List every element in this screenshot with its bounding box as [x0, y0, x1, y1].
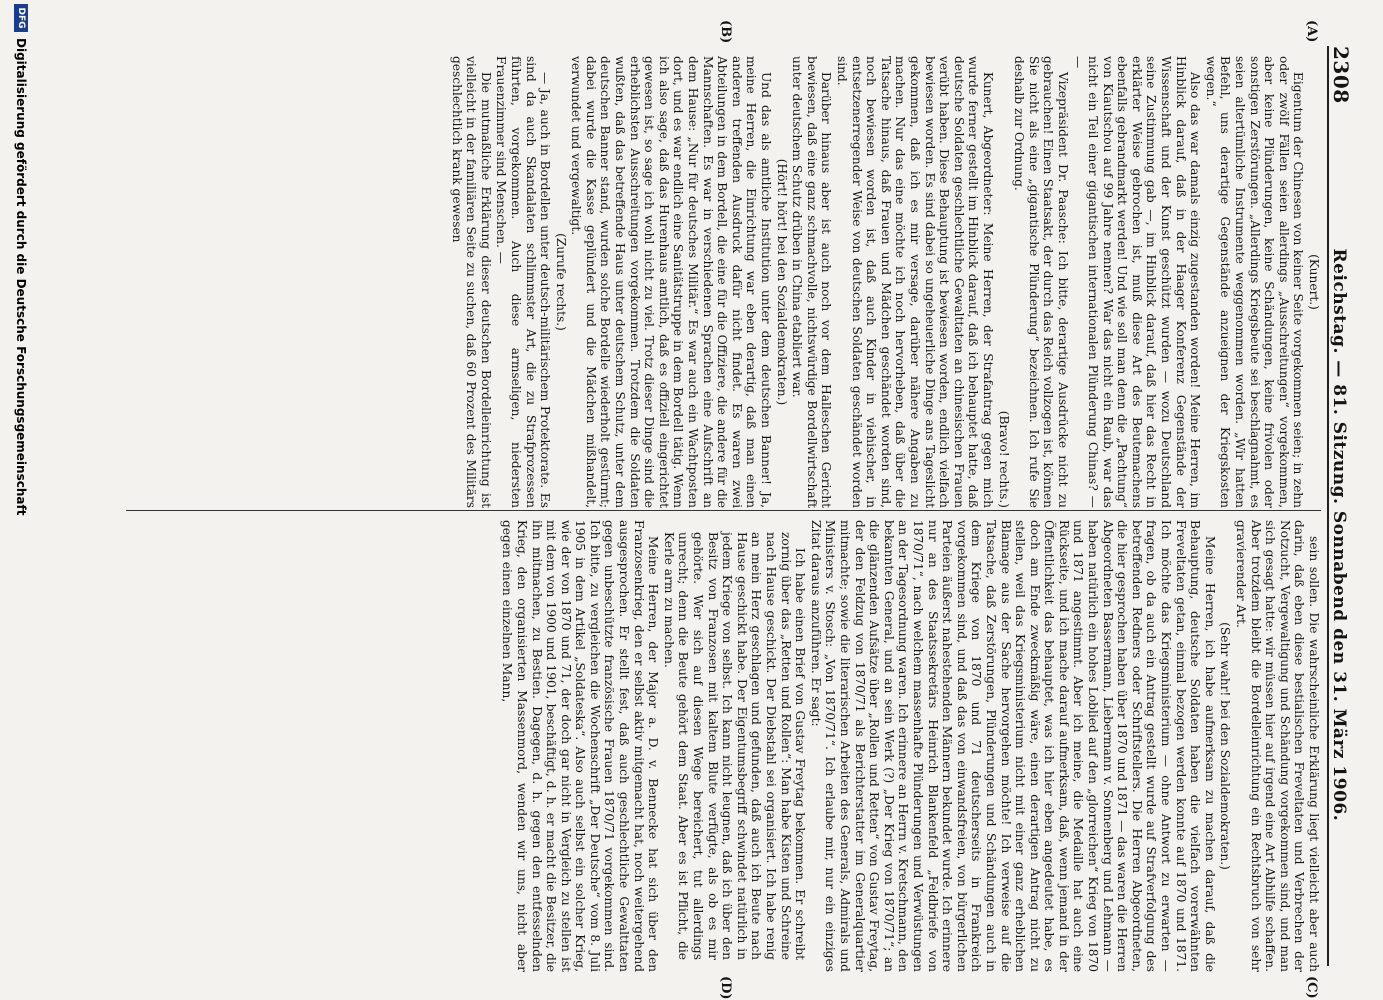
margin-marker-c: (C): [1304, 976, 1319, 999]
interjection: (Zurufe rechts.): [553, 233, 568, 331]
paragraph: Und das als amtliche Institution unter dem deutschen Banner! Ja, meine Herren, die Einrichtung war eben derartig, daß man einen anderen treffenden Ausdruck dafür nicht findet. Es waren zwei Abteilungen in dem Bordell, die eine für die Offiziere, die andere für die Mannschaften. Es war in verschiedenen Sprachen eine Aufschrift an dem Hause: „Nur für deutsches Militär.“ Es war auch ein Wachtposten dort, und es war endlich eine Sanitätstruppe in dem Bordell tätig. Wenn ich also sage, daß das Hurenhaus amtlich, daß es offiziell eingerichtet gewesen ist, so sage ich wohl nicht zu viel. Trotz dieser Dinge sind die erheblichsten Ausschreitungen vorgekommen. Trotzdem die Soldaten wußten, daß das betreffende Haus unter deutschem Schutz, unter dem deutschen Banner stand, wurden solche Bordelle wiederholt gestürmt; dabei wurde die Kasse geplündert und die Mädchen mißhandelt, verwundet und vergewaltigt.: [569, 56, 774, 508]
page-title: Reichstag. — 81. Sitzung. Sonnabend den 31. März 1906.: [1329, 248, 1349, 822]
dfg-logo: DFG: [14, 4, 28, 32]
page-header: [1327, 46, 1357, 966]
page-number: 2308: [1329, 46, 1353, 104]
footer-text: Digitalisierung gefördert durch die Deutsche Forschungsgemeinschaft: [14, 38, 28, 516]
right-column: [126, 520, 1321, 972]
paragraph: — Ja, auch in Bordellen unter deutsch-militärischem Protektorate. Es sind da auch Skandalaten schlimmster Art, die zu Strafprozessen führten, vorgekommen. Auch diese armseligen, niedersten Frauenzimmer sind Menschen. —: [494, 56, 553, 508]
paragraph: Vizepräsident Dr. Paasche: Ich bitte, derartige Ausdrücke nicht zu gebrauchen! Einen Staatsakt, der durch das Reich vollzogen ist, können Sie nicht als eine „gigantische Plünderung“ bezeichnen. Ich rufe Sie deshalb zur Ordnung.: [1012, 56, 1070, 508]
interjection: (Sehr wahr! bei den Sozialdemokraten.): [1218, 622, 1233, 870]
column-divider: [126, 510, 1321, 511]
paragraph: Meine Herren, ich habe aufmerksam zu machen darauf, daß die Behauptung, deutsche Soldaten haben die vielfach vorerwähnten Freveltaten getan, einmal bezogen werden konnte auf 1870 und 1871. Ich möchte das Kriegsministerium — ohne Antwort zu erwarten — fragen, ob da auch ein Antrag gestellt wurde auf Strafverfolgung des betreffenden Redners oder Schriftstellers. Die Herren Abgeordneten, die hier gesprochen haben über 1870 und 1871 — das waren die Herren Abgeordneten Bassermann, Liebermann v. Sonnenberg und Lehmann — haben natürlich ein hohes Loblied auf den „glorreichen“ Krieg von 1870 und 1871 angestimmt. Aber ich meine, die Medaille hat auch eine Rückseite, und ich mache darauf aufmerksam, daß, wenn jemand in der Öffentlichkeit das behauptet, was ich hier eben angedeutet habe, es doch am Ende zweckmäßig wäre, einen derartigen Antrag nicht zu stellen, weil das Kriegsministerium nicht mit einer ganz erheblichen Blamage aus der Sache hervorgehen möchte! Ich verweise auf die Tatsache, daß Zerstörungen, Plünderungen und Schändungen auch in dem Kriege von 1870 und 71 deutscherseits in Frankreich vorgekommen sind, und daß das von einwandsfreien, von bürgerlichen Parteien äußerst nahestehenden Männern bekundet wurde. Ich erinnere nur an des Staatssekretärs Heinrich Blankenfeld „Feldbriefe von 1870/71“, nach welchem massenhafte Plünderungen und Verwüstungen an der Tagesordnung waren. Ich erinnere an Herrn v. Kretschmann, den bekannten General, und an sein Werk (?) „Der Krieg von 1870/71“; an die glänzenden Aufsätze über „Rollen und Retten“ von Gustav Freytag, der den Feldzug von 1870/71 als Berichterstatter im Generalquartier mitmachte; sowie die literarischen Arbeiten des Generals, Admirals und Ministers v. Stosch: „Von 1870/71“. Ich erlaube mir, nur ein einziges Zitat daraus anzuführen. Er sagt:: [808, 520, 1217, 972]
digitization-footer: [11, 0, 31, 1000]
margin-marker-b: (B): [718, 20, 733, 44]
interjection: (Hört! hört! bei den Sozialdemokraten.): [774, 158, 789, 406]
paragraph: Also das war damals einzig zugestanden worden! Meine Herren, im Hinblick darauf, daß in der Haager Konferenz Gegenstände der Wissenschaft und der Kunst geschützt wurden — wozu Deutschland seine Zustimmung gab —, im Hinblick darauf, daß hier das Recht in erklärter Weise gebrochen ist, muß diese Art des Beutemachens ebenfalls gebrandmarkt werden! Und wie soll man denn die „Pachtung“ von Kiautschou auf 99 Jahre nennen? War das nicht ein Raub, war das nicht ein Teil einer gigantischen internationalen Plünderung Chinas? — —: [1071, 56, 1203, 508]
paragraph: Meine Herren, der Major a. D. v. Bennecke hat sich über den Franzosenkrieg, den er selbst aktiv mitgemacht hat, noch weitergehend ausgesprochen. Er stellt fest, daß auch geschlechtliche Gewalttaten gegen unbeschützte französische Frauen 1870/71 vorgekommen sind. Ich bitte, zu vergleichen die Wochenschrift „Der Deutsche“ vom 8. Juli 1905 in dem Artikel „Soldateska“. Also auch selbst ein solcher Krieg, wie der von 1870 und 71, der doch gar nicht in Vergleich zu stellen ist mit dem von 1900 und 1901, beschäftigt, d. h. er macht die Besitzer, die ihn mitmachen, zu Bestien. Dagegen, d. h. gegen den entfesselnden Krieg, den organisierten Massenmord, wenden wir uns, nicht aber gegen einen einzelnen Mann,: [500, 520, 661, 972]
margin-marker-d: (D): [718, 976, 733, 1000]
margin-marker-a: (A): [1304, 20, 1319, 43]
quotation: Ich habe einen Brief von Gustav Freytag bekommen. Er schreibt zornig über das „Retten und Rollen“: Man habe Kisten und Schreine nach Hause geschickt. Der Diebstahl sei organisiert. Ich habe renig an mein Herz geschlagen und gefunden, daß auch ich Beute nach Hause geschickt habe. Der Eigentumsbegriff schwindet natürlich in jedem Kriege von selbst. Ich kann nicht leugnen, daß ich über den Besitz von Franzosen mit kaltem Blute verfügte, als ob es mir gehörte. Wer sich auf diesen Wege bereichert, tut allerdings unrecht; denn die Beute gehört dem Staat. Aber es ist Pflicht, die Kerle arm zu machen.: [661, 532, 808, 960]
speaker-label: (Kunert.): [1307, 254, 1321, 310]
paragraph: Die mutmaßliche Erklärung dieser deutschen Bordelleinrichtung ist vielleicht in der familiären Seite zu suchen, daß 60 Prozent des Militärs geschlechtlich krank gewesen: [449, 56, 493, 508]
paragraph: sein sollen. Die wahrscheinliche Erklärung liegt vielleicht aber auch darin, daß eben diese bestialischen Freveltaten und Verbrechen der Notzucht, Vergewaltigung und Schändung vorgekommen sind, und man sich gesagt hatte: wir müssen hier auf irgend eine Art Abhilfe schaffen. Aber trotzdem bleibt die Bordelleinrichtung ein Rechtsbruch von sehr gravierender Art.: [1234, 520, 1321, 972]
left-column: [126, 56, 1321, 508]
paragraph: Eigentum der Chinesen von keiner Seite vorgekommen seien; in zehn oder zwölf Fällen seien allerdings „Ausschreitungen“ vorgekommen, aber keine Plünderungen, keine Schändungen, keine frivolen oder sonstigen Zerstörungen. „Allerdings Kriegsbeute sei beschlagnahmt, es seien altertümliche Instrumente weggenommen worden. „Wir hatten Befehl, uns derartige Gegenstände anzueignen der Kriegskosten wegen.“: [1203, 56, 1306, 508]
paragraph: Kunert, Abgeordneter: Meine Herren, der Strafantrag gegen mich wurde ferner gestellt im Hinblick darauf, daß ich behauptet hatte, daß deutsche Soldaten geschlechtliche Gewalttaten an chinesischen Frauen verübt haben. Diese Behauptung ist bewiesen worden, endlich vielfach bewiesen worden. Es sind dabei so ungeheuerliche Dinge ans Tageslicht gekommen, daß ich es mir versage, darüber nähere Angaben zu machen. Nur das eine möchte ich noch hervorheben, daß über die Tatsache hinaus, daß Frauen und Mädchen geschändet worden sind, noch bewiesen worden ist, daß auch Kinder in viehischer, in entsetzenerregender Weise von deutschen Soldaten geschändet worden sind.: [835, 56, 995, 508]
paragraph: Darüber hinaus aber ist auch noch vor dem Halleschen Gericht bewiesen, daß eine ganz schmachvolle, nichtswürdige Bordellwirtschaft unter deutschem Schutz drüben in China etabliert war.: [790, 56, 834, 508]
interjection: (Bravo! rechts.): [996, 410, 1011, 508]
